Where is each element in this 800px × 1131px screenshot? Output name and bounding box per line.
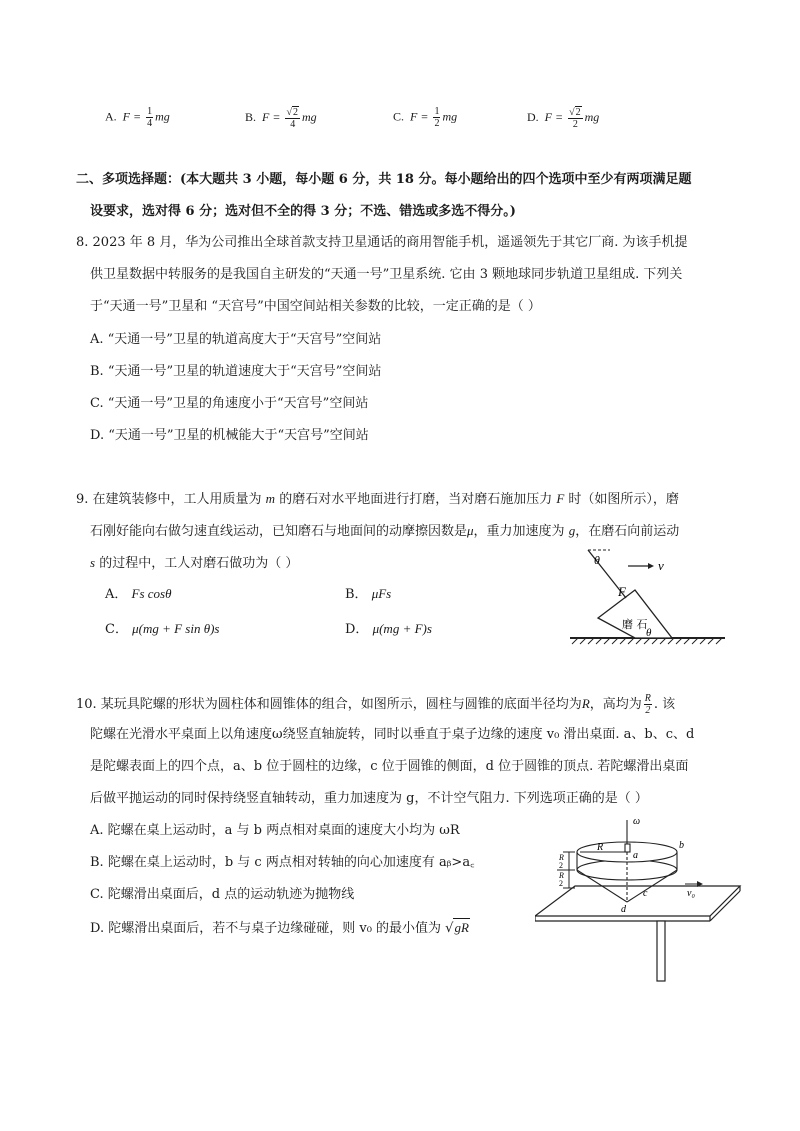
q10-stem-line3: 是陀螺表面上的四个点，a、b 位于圆柱的边缘，c 位于圆锥的侧面，d 位于圆锥的顶点. 若陀螺滑出桌面 — [90, 759, 689, 774]
half-den-lower: 2 — [559, 879, 563, 888]
omega-label: ω — [633, 816, 641, 827]
a-label: a — [633, 850, 638, 861]
d-label: d — [621, 904, 626, 915]
r-label: R — [597, 842, 604, 853]
q9-figure — [560, 548, 730, 653]
prev-option-b[interactable]: B. F = $\frac{√2}{4}$ mg — [245, 107, 317, 130]
q9-option-d[interactable]: D． μ(mg + F)s — [345, 621, 432, 637]
c-label: c — [643, 888, 648, 899]
q9-option-a[interactable]: A． Fs cosθ — [105, 586, 172, 602]
q10-stem-line1: 10. 某玩具陀螺的形状为圆柱体和圆锥体的组合，如图所示，圆柱与圆锥的底面半径均为R，高均为 $\frac{R}{2}$ . 该 — [76, 693, 676, 716]
q8-option-b[interactable]: B. “天通一号”卫星的轨道速度大于“天宫号”空间站 — [90, 364, 382, 379]
q9-stem-line1: 9. 在建筑装修中，工人用质量为 m 的磨石对水平地面进行打磨，当对磨石施加压力 F 时（如图所示），磨 — [76, 491, 679, 507]
q8-option-c[interactable]: C. “天通一号”卫星的角速度小于“天宫号”空间站 — [90, 396, 369, 411]
q10-stem-line2: 陀螺在光滑水平桌面上以角速度ω绕竖直轴旋转，同时以垂直于桌子边缘的速度 v₀ 滑出桌面. a、b、c、d — [90, 727, 695, 742]
theta2-label: θ — [646, 627, 652, 639]
q9-stem-line2: 石刚好能向右做匀速直线运动，已知磨石与地面间的动摩擦因数是μ，重力加速度为 g，在磨石向前运动 — [90, 523, 680, 539]
theta-label: θ — [594, 553, 600, 567]
q8-option-a[interactable]: A. “天通一号”卫星的轨道高度大于“天宫号”空间站 — [90, 332, 382, 347]
half-num-upper: R — [559, 853, 564, 862]
q10-figure — [535, 812, 745, 987]
half-num-lower: R — [559, 871, 564, 880]
q10-option-b[interactable]: B. 陀螺在桌上运动时，b 与 c 两点相对转轴的向心加速度有 aᵦ>a꜀ — [90, 855, 475, 870]
q9-stem-line3: s 的过程中，工人对磨石做功为（ ） — [90, 555, 299, 571]
section-header-line2: 设要求，选对得 6 分；选对但不全的得 3 分；不选、错选或多选不得分。) — [90, 204, 516, 219]
half-den-upper: 2 — [559, 861, 563, 870]
table — [535, 886, 740, 981]
prev-option-a[interactable]: A. F = $\frac{1}{4}$ mg — [105, 106, 170, 129]
stone-label: 磨 石 — [622, 618, 648, 631]
v0-label: v₀ — [687, 888, 695, 899]
q8-option-d[interactable]: D. “天通一号”卫星的机械能大于“天宫号”空间站 — [90, 428, 369, 443]
q8-stem-line3: 于“天通一号”卫星和 “天宫号”中国空间站相关参数的比较，一定正确的是（ ） — [90, 299, 541, 314]
q9-option-c[interactable]: C． μ(mg + F sin θ)s — [105, 621, 220, 637]
prev-option-d[interactable]: D. F = $\frac{√2}{2}$ mg — [527, 107, 600, 130]
prev-option-c[interactable]: C. F = $\frac{1}{2}$ mg — [393, 106, 458, 129]
q10-option-a[interactable]: A. 陀螺在桌上运动时，a 与 b 两点相对桌面的速度大小均为 ωR — [90, 823, 460, 838]
q10-option-c[interactable]: C. 陀螺滑出桌面后，d 点的运动轨迹为抛物线 — [90, 887, 355, 902]
q10-stem-line4: 后做平抛运动的同时保持绕竖直轴转动，重力加速度为 g，不计空气阻力. 下列选项正确的是（ ） — [90, 791, 648, 806]
b-label: b — [679, 840, 684, 851]
v-label: v — [658, 558, 664, 573]
f-label: F — [618, 584, 626, 599]
section-header-line1: 二、多项选择题：(本大题共 3 小题，每小题 6 分，共 18 分。每小题给出的四个选项中至少有两项满足题 — [76, 172, 692, 187]
q9-option-b[interactable]: B． μFs — [345, 586, 392, 602]
q10-option-d[interactable]: D. 陀螺滑出桌面后，若不与桌子边缘碰碰，则 v₀ 的最小值为 √gR — [90, 920, 469, 936]
q8-stem-line1: 8. 2023 年 8 月，华为公司推出全球首款支持卫星通话的商用智能手机，遥遥领先于其它厂商. 为该手机提 — [76, 235, 688, 250]
q8-stem-line2: 供卫星数据中转服务的是我国自主研发的“天通一号”卫星系统. 它由 3 颗地球同步轨道卫星组成. 下列关 — [90, 267, 683, 282]
